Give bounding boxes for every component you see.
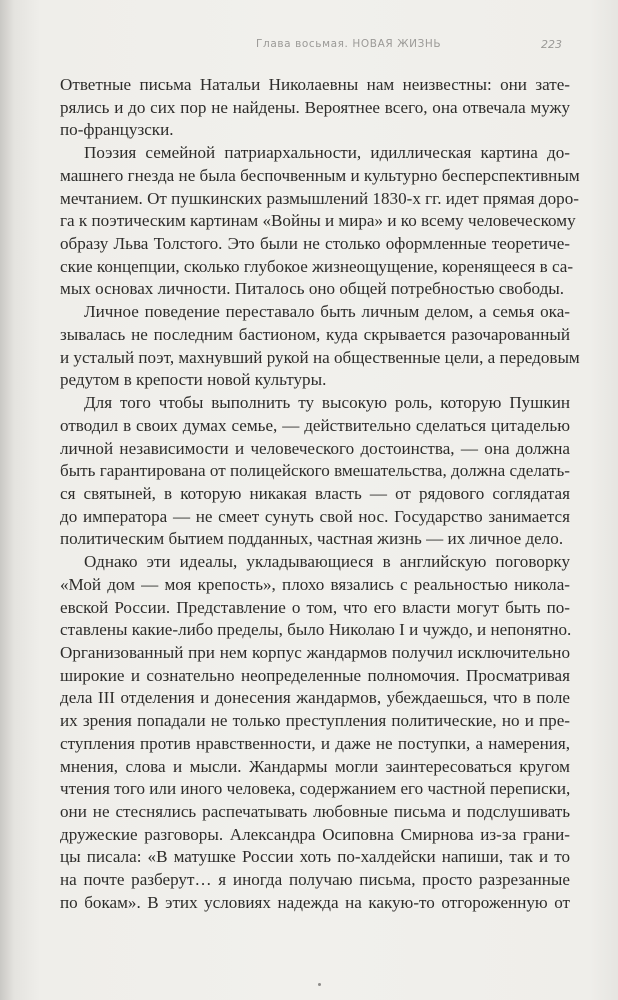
text-line: Личное поведение переставало быть личным делом, а семья ока- <box>84 302 570 322</box>
text-line: широкие и сознательно неопределенные полномочия. Просматривая <box>60 665 570 685</box>
text-line: евской России. Представление о том, что его власти могут быть по- <box>60 597 570 617</box>
text-line: ские концепции, сколько глубокое жизнеощущение, коренящееся в са- <box>60 256 574 276</box>
text-line: цы писала: «В матушке России хоть по-халдейски напиши, так и то <box>60 847 570 867</box>
running-head <box>0 38 618 54</box>
text-line: до императора — не смеет сунуть свой нос. Государство занимается <box>60 506 570 526</box>
text-line: зывалась не последним бастионом, куда скрывается разочарованный <box>60 324 570 344</box>
text-line: политическим бытием подданных, частная жизнь — их личное дело. <box>60 529 564 549</box>
text-line: ступления против нравственности, и даже не поступки, а намерения, <box>60 733 570 753</box>
text-line: ставлены какие-либо пределы, было Николаю I и чуждо, и непонятно. <box>60 620 572 640</box>
text-line: дела III отделения и донесения жандармов, убеждаешься, что в поле <box>60 688 570 708</box>
text-line: отводил в своих думах семье, — действительно сделаться цитаделью <box>60 415 570 435</box>
text-line: Однако эти идеалы, укладывающиеся в английскую поговорку <box>84 552 570 572</box>
text-line: они не стеснялись распечатывать любовные письма и подслушивать <box>60 802 570 821</box>
text-line: ся святыней, в которую никакая власть — от рядового соглядатая <box>60 483 570 503</box>
text-line: машнего гнезда не была беспочвенным и культурно бесперспективным <box>60 165 580 185</box>
text-line: «Мой дом — моя крепость», плохо вязались с реальностью никола- <box>60 574 570 594</box>
chapter-title: Глава восьмая. НОВАЯ ЖИЗНЬ <box>256 38 442 50</box>
text-line: Поэзия семейной патриархальности, идиллическая картина до- <box>84 143 570 163</box>
page-number: 223 <box>541 38 562 51</box>
text-line: Организованный при нем корпус жандармов получил исключительно <box>60 642 570 662</box>
text-line: мнения, слова и мысли. Жандармы могли заинтересоваться кругом <box>60 756 570 776</box>
text-line: редутом в крепости новой культуры. <box>60 370 327 390</box>
text-line: их зрения попадали не только преступления политические, но и пре- <box>60 711 570 731</box>
text-line: по-французски. <box>60 120 174 140</box>
text-line: образу Льва Толстого. Это были не столько оформленные теоретиче- <box>60 234 570 254</box>
text-line: личной независимости и человеческого достоинства, — она должна <box>60 438 570 458</box>
text-line: мечтанием. От пушкинских размышлений 1830-х гг. идет прямая доро- <box>60 188 579 208</box>
text-line: рялись и до сих пор не найдены. Вероятнее всего, она отвечала мужу <box>60 97 570 117</box>
text-line: быть гарантирована от полицейского вмешательства, должна сделать- <box>60 461 570 481</box>
text-line: чтения того или иного человека, содержанием его частной переписки, <box>60 779 571 799</box>
body-text <box>60 74 580 915</box>
text-line: Для того чтобы выполнить ту высокую роль, которую Пушкин <box>84 393 570 413</box>
text-line: дружеские разговоры. Александра Осиповна Смирнова из-за грани- <box>60 824 570 844</box>
text-line: на почте разберут… я иногда получаю письма, просто разрезанные <box>60 870 570 890</box>
text-line: Ответные письма Натальи Николаевны нам неизвестны: они зате- <box>60 75 570 94</box>
text-line: по бокам». В этих условиях надежда на какую-то отгороженную от <box>60 892 570 912</box>
text-line: мых основах личности. Питалось оно общей потребностью свободы. <box>60 279 565 299</box>
print-speck <box>318 983 321 986</box>
text-line: и усталый поэт, махнувший рукой на общественные цели, а передовым <box>60 347 580 367</box>
text-line: га к поэтическим картинам «Войны и мира» и ко всему человеческому <box>60 211 576 231</box>
